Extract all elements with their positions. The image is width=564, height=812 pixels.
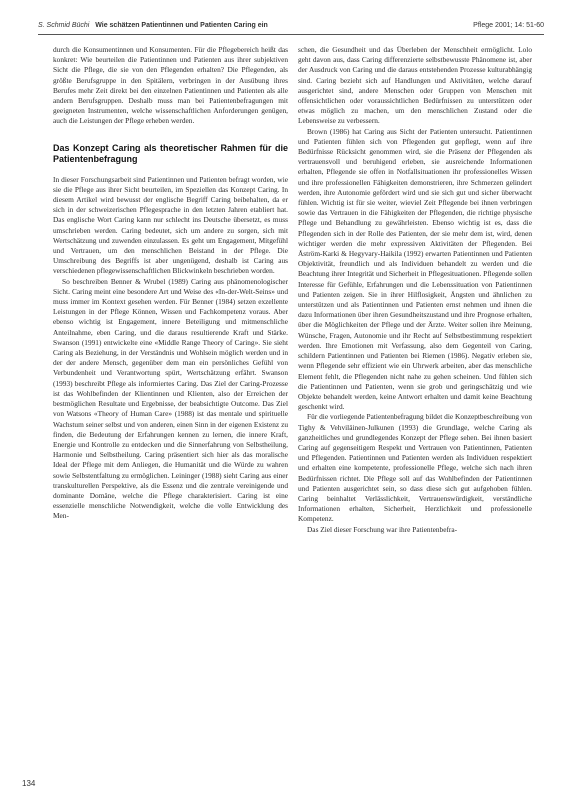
paragraph: schen, die Gesundheit und das Überleben der Menschheit ermöglicht. Lolo geht davon aus, dass Caring differenzierte selbstbewusste Phänomene ist, aber der Ausdruck von Caring und die daraus entstehenden Prozesse kulturabhängig sind. Caring bezieht sich auf Handlungen und Aktivitäten, welche darauf ausgerichtet sind, andere Menschen oder Gruppen von Menschen mit offensichtlichen oder voraussichtlichen Bedürfnissen zu unterstützen oder etwas möglich zu machen, um den menschlichen Zustand oder die Lebensweise zu verbessern.: [298, 45, 532, 126]
paragraph: So beschreiben Benner & Wrubel (1989) Caring aus phänomenologischer Sicht. Caring meint eine besondere Art und Weise des «In-der-Welt-Seins» und muss immer im Kontext gesehen werden. Für Benner (1984) setzen exzellente Leistungen in der Pflege Können, Wissen und Fachkompetenz voraus. Aber ebenso wichtig ist Engagement, innere Beteiligung und mitmenschliche Anteilnahme, eben Caring, und die daraus resultierende Kraft und Stärke. Swanson (1991) entwickelte eine «Middle Range Theory of Caring». Sie sieht Caring als Beziehung, in der Verständnis und Wohlsein möglich werden und in der der andere Mensch, gegenüber dem man ein persönliches Gefühl von Verbundenheit und Verantwortung spürt, Wertschätzung erfährt. Swanson (1993) beschreibt Pflege als informiertes Caring. Das Ziel der Caring-Prozesse ist das Wohlbefinden der Klientinnen und Klienten, also der Erreichen der bestmöglichen Resultate und Ergebnisse, der beabsichtigte Outcome. Das Ziel von Watsons «Theory of Human Care» (1988) ist das mentale und spirituelle Wachstum seiner selbst und von anderen, einen Sinn in der eigenen Existenz zu finden, die Bedeutung der Erfahrungen kennen zu lernen, die innere Kraft, Energie und Kontrolle zu entdecken und die Sinnerfahrung von Selbstheilung, Harmonie und Selbstheilung. Caring präsentiert sich hier als das moralische Ideal der Pflege mit dem Anliegen, die Humanität und die Würde zu wahren sowie Selbstentfaltung zu ermöglichen. Leininger (1988) sieht Caring aus einer transkulturellen Perspektive, als die Essenz und die zentrale vereinigende und dominante Domäne, welche die Pflege charakterisiert. Caring ist eine essenzielle menschliche Notwendigkeit, welche die volle Entwicklung des Men-: [53, 276, 288, 521]
header-article-title: Wie schätzen Patientinnen und Patienten Caring ein: [95, 22, 268, 29]
header-author: S. Schmid Büchi: [38, 22, 90, 29]
header-rule: [38, 34, 544, 35]
paragraph: Das Ziel dieser Forschung war ihre Patientenbefra-: [307, 524, 458, 534]
paragraph: In dieser Forschungsarbeit sind Patientinnen und Patienten befragt worden, wie sie die Pflege aus ihrer Sicht beurteilen, im Speziellen das Konzept Caring. In diesem Artikel wird bewusst der englische Begriff Caring beibehalten, da er sich in der schweizerischen Pflegesprache in den letzten Jahren etabliert hat. Das englische Wort Caring kann nur schlecht ins Deutsche übersetzt, es muss umschrieben werden. Caring bedeutet, sich um andere zu sorgen, sich mit Wertschätzung und zuwenden einzulassen. Es geht um Engagement, Mitgefühl und Vertrauen, um den menschlichen Beistand in der Pflege. Die Umschreibung des Begriffs ist aber ungenügend, deshalb ist Caring aus verschiedenen pflegewissenschaftlichen Blickwinkeln beschrieben worden.: [53, 174, 288, 276]
header-left: [38, 22, 268, 29]
paragraph: durch die Konsumentinnen und Konsumenten. Für die Pflegebereich heißt das konkret: Wie beurteilen die Patientinnen und Patienten aus ihrer subjektiven Sicht die Pflege, die sie von den Pflegenden erhalten? Die Pflegenden, als größte Berufsgruppe in den Spitälern, verbringen in der Ausübung ihres Berufes mehr Zeit direkt bei den einzelnen Patientinnen und Patienten als alle andern Berufsgruppen. Deshalb muss man bei Patientenbefragungen mit geeigneten Instrumenten, welche wissenschaftlichen Anforderungen genügen, auch die Leistungen der Pflege erheben werden.: [53, 45, 288, 126]
page-number: 134: [22, 779, 36, 788]
left-column: [53, 45, 288, 522]
running-header: [38, 22, 544, 34]
section-heading: Das Konzept Caring als theoretischer Rahmen für die Patientenbefragung: [53, 142, 288, 164]
header-journal: Pflege 2001; 14: 51-60: [473, 22, 544, 29]
paragraph: Für die vorliegende Patientenbefragung bildet die Konzeptbeschreibung von Tighy & Vehviläinen-Julkunen (1993) die Grundlage, welche Caring als ganzheitliches und grundlegendes Konzept der Pflege sehen. Bei ihnen basiert Caring auf gegenseitigem Respekt und Vertrauen von Patientinnen, Patienten und Pflegenden. Patientinnen und Patienten werden als Individuen respektiert und erhalten eine kompetente, professionelle Pflege, welche sich nach ihren Bedürfnissen richtet. Die Pflege soll auf das Wohlbefinden der Patientinnen und Patienten ausgerichtet sein, so dass diese sich gut aufgehoben fühlen. Caring beinhaltet Verlässlichkeit, Vertrauenswürdigkeit, verständliche Informationen erhalten, Sicherheit, Herzlichkeit und professionelle Kompetenz.: [298, 412, 532, 524]
paragraph: Brown (1986) hat Caring aus Sicht der Patienten untersucht. Patientinnen und Patienten fühlen sich von Pflegenden gut gepflegt, wenn auf ihre Bedürfnisse Rücksicht genommen wird, sie die Präsenz der Pflegenden als vertrauensvoll und beruhigend erleben, sie ausreichende Informationen erhalten, Pflegende sie offen in Notfallsituationen ihr professionelles Wissen und ihre professionellen Fähigkeiten demonstrieren, ihre Schmerzen gelindert werden, ihre Autonomie gefördert wird und sie sich gut und sicher überwacht fühlen. Wichtig ist für sie weiter, wieviel Zeit Pflegende bei ihnen verbringen sowie das Vertrauen in die Fähigkeiten der Pflegenden, die richtige physische Pflege und Behandlung zu gewährleisten. Ebenso wichtig ist es, dass die Pflegenden sich in der Rolle des Patienten, der sie mehr dem ist, wird, denen wichtiger werden die mehr expressiven Aktivitäten der Pflegenden. Bei Åström-Karki & Hegyvary-Haikila (1992) erwarten Patientinnen und Patienten Objektivität, freundlich und als Individuen behandelt zu werden und die Beachtung ihrer Integrität und Sicherheit in Pflegesituationen. Pflegende sollen Interesse für Gefühle, Erfahrungen und die Lebenssituation von Patientinnen und Patienten zeigen. Sie in ihrer Hilflosigkeit, Ängsten und ähnlichen zu unterstützen und als Patientinnen und Patienten ernst nehmen und ihnen die dazu Informationen über ihren Gesundheitszustand und ihre Prognose erhalten, über die Möglichkeiten der Pflege und der Ärzte. Weiter sollen ihre Meinung, Wünsche, Fragen, Autonomie und ihr Recht auf Selbstbestimmung respektiert werden. Ihre Emotionen mit Verfassung, also dem Gegenteil von Caring, schildern Patientinnen und Patienten bei Riemen (1986). Negativ erleben sie, wenn Pflegende sehr effizient wie ein Uhrwerk arbeiten, aber das menschliche Element fehlt, die Pflegenden nicht nahe zu gehen scheinen. Und fühlen sich die Patientinnen und Patienten, wenn sie grob und geringschätzig und wie Objekte behandelt werden, keine Antwort erhalten und damit keine Beachtung geschenkt wird.: [298, 126, 532, 412]
right-column: [298, 45, 532, 535]
